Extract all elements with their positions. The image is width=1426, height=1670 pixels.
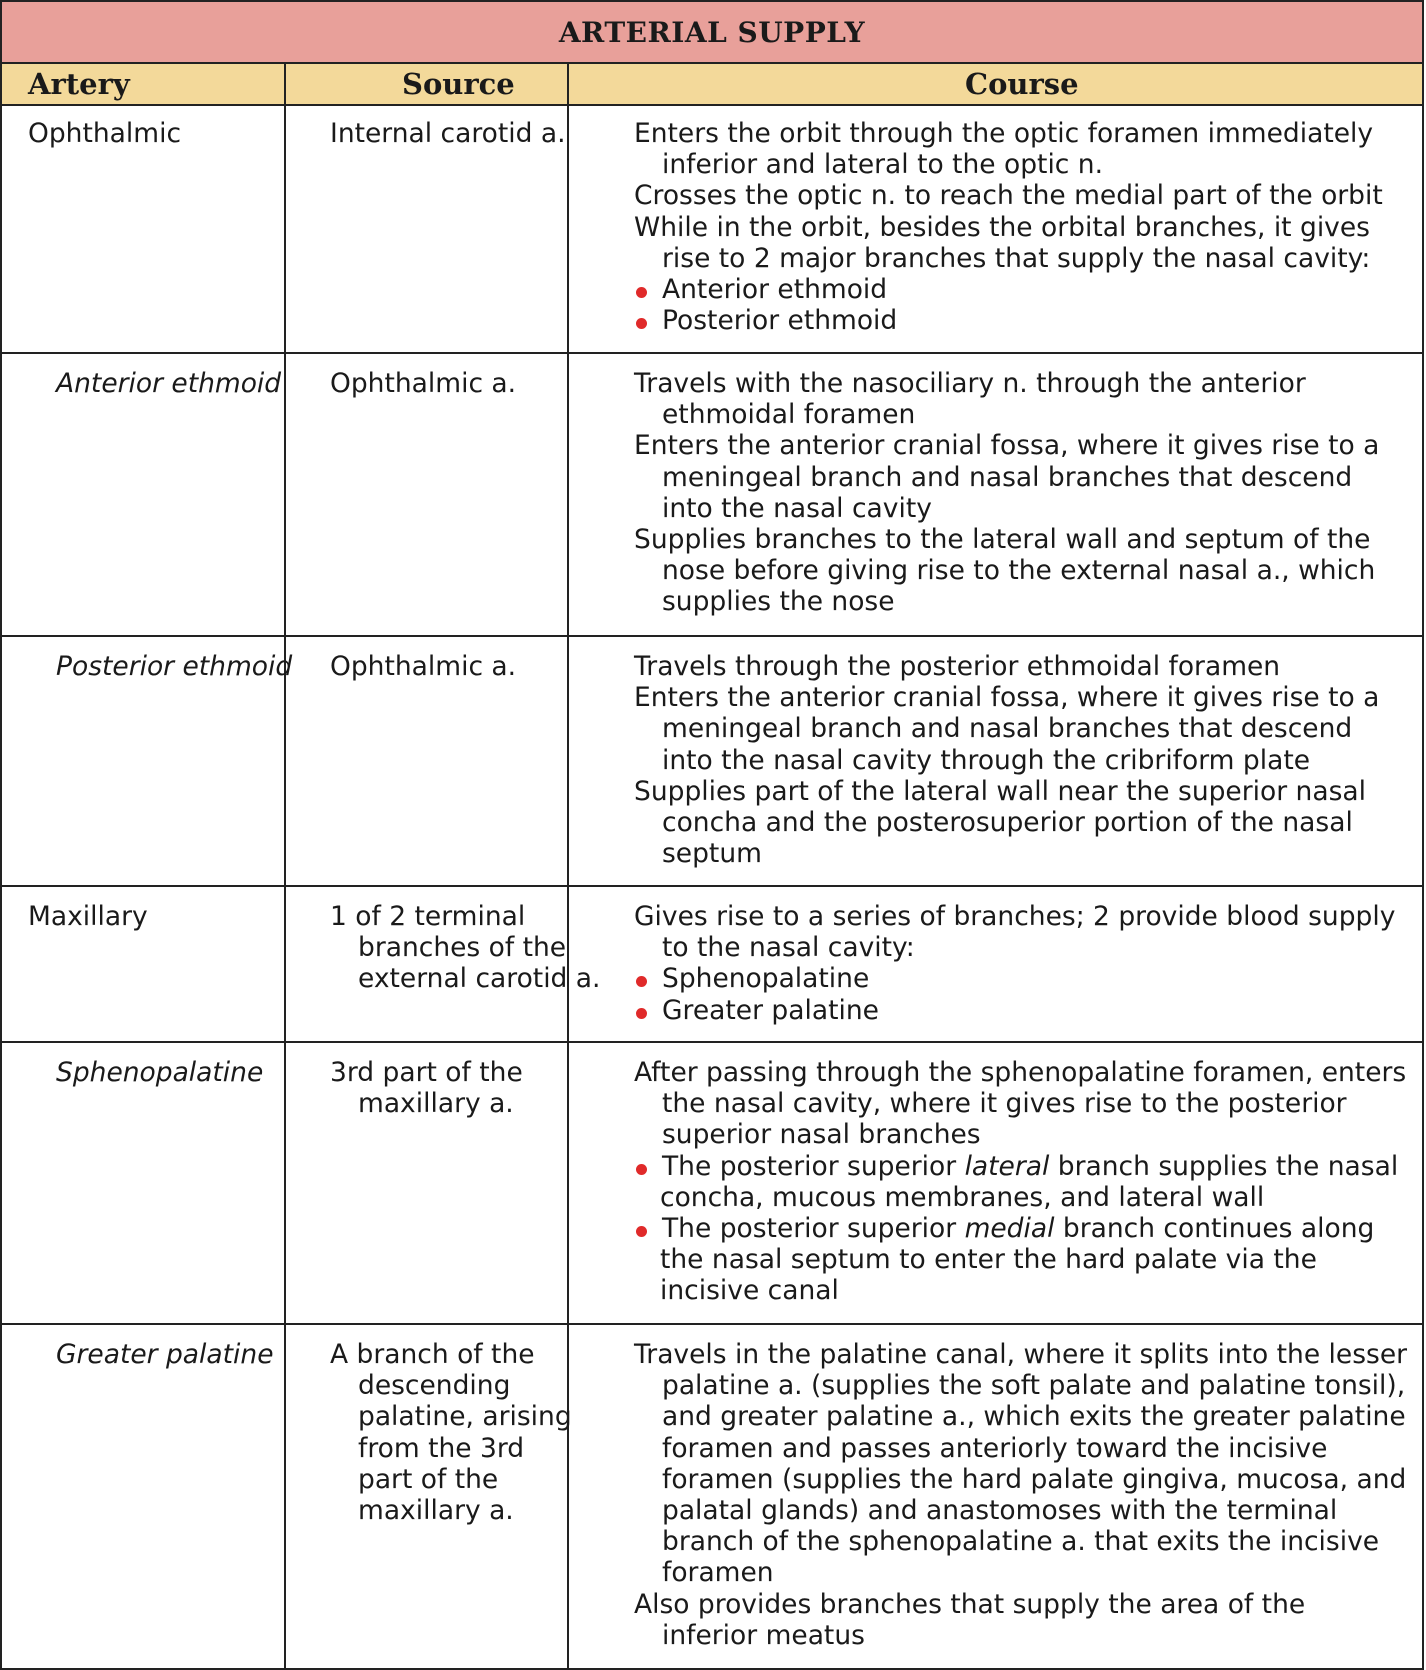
source-line: Ophthalmic a. — [330, 368, 517, 399]
course-line: into the nasal cavity through the cribriform plate — [662, 744, 1311, 776]
table-row — [0, 887, 1424, 1043]
column-divider — [284, 64, 286, 104]
course-line: palatine a. (supplies the soft palate and palatine tonsil), — [662, 1370, 1406, 1402]
artery-cell: Anterior ethmoid — [56, 368, 282, 399]
source-line: 1 of 2 terminal — [330, 901, 526, 932]
course-line: Enters the anterior cranial fossa, where it gives rise to a — [634, 430, 1380, 462]
course-cell — [634, 104, 1414, 336]
column-divider — [284, 1325, 286, 1668]
course-line: Travels with the nasociliary n. through the anterior — [634, 368, 1306, 399]
course-line: ethmoidal foramen — [662, 399, 916, 431]
course-line: palatal glands) and anastomoses with the terminal — [662, 1495, 1338, 1527]
course-line: superior nasal branches — [662, 1119, 981, 1151]
course-bullet-item: Anterior ethmoid — [634, 274, 1414, 305]
table-row — [0, 354, 1424, 637]
artery-cell: Ophthalmic — [28, 118, 182, 149]
course-line: Enters the anterior cranial fossa, where it gives rise to a — [634, 682, 1380, 714]
course-line: concha and the posterosuperior portion of the nasal — [662, 807, 1353, 839]
course-line: foramen (supplies the hard palate gingiva, mucosa, and — [662, 1463, 1407, 1495]
artery-cell: Greater palatine — [56, 1339, 274, 1370]
course-line: foramen and passes anteriorly toward the incisive — [662, 1432, 1328, 1464]
course-line: After passing through the sphenopalatine foramen, enters — [634, 1057, 1407, 1088]
course-bullet-item: Sphenopalatine — [634, 963, 1414, 994]
course-line: and greater palatine a., which exits the greater palatine — [662, 1401, 1406, 1433]
header-course: Course — [965, 67, 1079, 101]
header-source: Source — [402, 67, 515, 101]
course-line: Gives rise to a series of branches; 2 provide blood supply — [634, 901, 1396, 932]
artery-cell: Sphenopalatine — [56, 1057, 264, 1088]
header-artery: Artery — [28, 67, 130, 101]
table-row — [0, 637, 1424, 887]
source-cell — [330, 354, 612, 399]
course-line: incisive canal — [660, 1275, 839, 1307]
course-bullet-item: The posterior superior medial branch continues along — [634, 1213, 1414, 1244]
table-title — [0, 0, 1424, 64]
course-line: the nasal septum to enter the hard palate via the — [660, 1244, 1317, 1276]
source-line: external carotid a. — [358, 963, 601, 995]
course-line: Travels through the posterior ethmoidal foramen — [634, 651, 1281, 682]
table-row — [0, 1043, 1424, 1325]
course-line: meningeal branch and nasal branches that descend — [662, 713, 1353, 745]
source-line: Internal carotid a. — [330, 118, 566, 149]
course-line: While in the orbit, besides the orbital branches, it gives — [634, 211, 1370, 243]
source-line: part of the — [358, 1463, 499, 1495]
table-row — [0, 1325, 1424, 1670]
course-bullet-item: The posterior superior lateral branch supplies the nasal — [634, 1151, 1414, 1182]
table-header-row — [0, 62, 1424, 106]
course-line: into the nasal cavity — [662, 492, 932, 524]
artery-cell: Maxillary — [28, 901, 148, 932]
course-bullet-item: Greater palatine — [634, 995, 1414, 1026]
source-cell — [330, 1043, 612, 1119]
course-line: Enters the orbit through the optic foramen immediately — [634, 118, 1374, 149]
course-cell — [634, 887, 1414, 1026]
source-cell — [330, 637, 612, 682]
source-cell — [330, 104, 612, 149]
source-cell — [330, 1325, 612, 1526]
course-line: Also provides branches that supply the area of the — [634, 1588, 1306, 1620]
course-line: meningeal branch and nasal branches that descend — [662, 461, 1353, 493]
source-line: maxillary a. — [358, 1088, 514, 1120]
source-cell — [330, 887, 612, 995]
source-line: 3rd part of the — [330, 1057, 523, 1088]
course-line: foramen — [662, 1557, 774, 1589]
source-line: maxillary a. — [358, 1495, 514, 1527]
course-line: inferior meatus — [662, 1619, 865, 1651]
course-line: Crosses the optic n. to reach the medial part of the orbit — [634, 180, 1383, 212]
course-line: inferior and lateral to the optic n. — [662, 149, 1104, 181]
course-line: nose before giving rise to the external nasal a., which — [662, 555, 1376, 587]
source-line: palatine, arising — [358, 1401, 572, 1433]
course-line: to the nasal cavity: — [662, 932, 915, 964]
table-title-text: ARTERIAL SUPPLY — [558, 15, 866, 49]
course-line: septum — [662, 838, 762, 870]
course-bullet-item: Posterior ethmoid — [634, 305, 1414, 336]
source-line: branches of the — [358, 932, 567, 964]
source-line: descending — [358, 1370, 511, 1402]
course-cell — [634, 1325, 1414, 1651]
table-row — [0, 104, 1424, 354]
course-line: supplies the nose — [662, 586, 895, 618]
course-line: branch of the sphenopalatine a. that exits the incisive — [662, 1526, 1380, 1558]
course-line: concha, mucous membranes, and lateral wall — [660, 1181, 1265, 1213]
column-divider — [567, 64, 569, 104]
course-line: Supplies part of the lateral wall near the superior nasal — [634, 775, 1366, 807]
source-line: A branch of the — [330, 1339, 535, 1370]
course-cell — [634, 1043, 1414, 1307]
source-line: from the 3rd — [358, 1432, 525, 1464]
course-line: Supplies branches to the lateral wall and septum of the — [634, 524, 1371, 556]
course-line: rise to 2 major branches that supply the nasal cavity: — [662, 242, 1371, 274]
course-cell — [634, 354, 1414, 618]
course-line: the nasal cavity, where it gives rise to the posterior — [662, 1088, 1347, 1120]
source-line: Ophthalmic a. — [330, 651, 517, 682]
course-line: Travels in the palatine canal, where it splits into the lesser — [634, 1339, 1408, 1370]
course-cell — [634, 637, 1414, 869]
artery-cell: Posterior ethmoid — [56, 651, 293, 682]
